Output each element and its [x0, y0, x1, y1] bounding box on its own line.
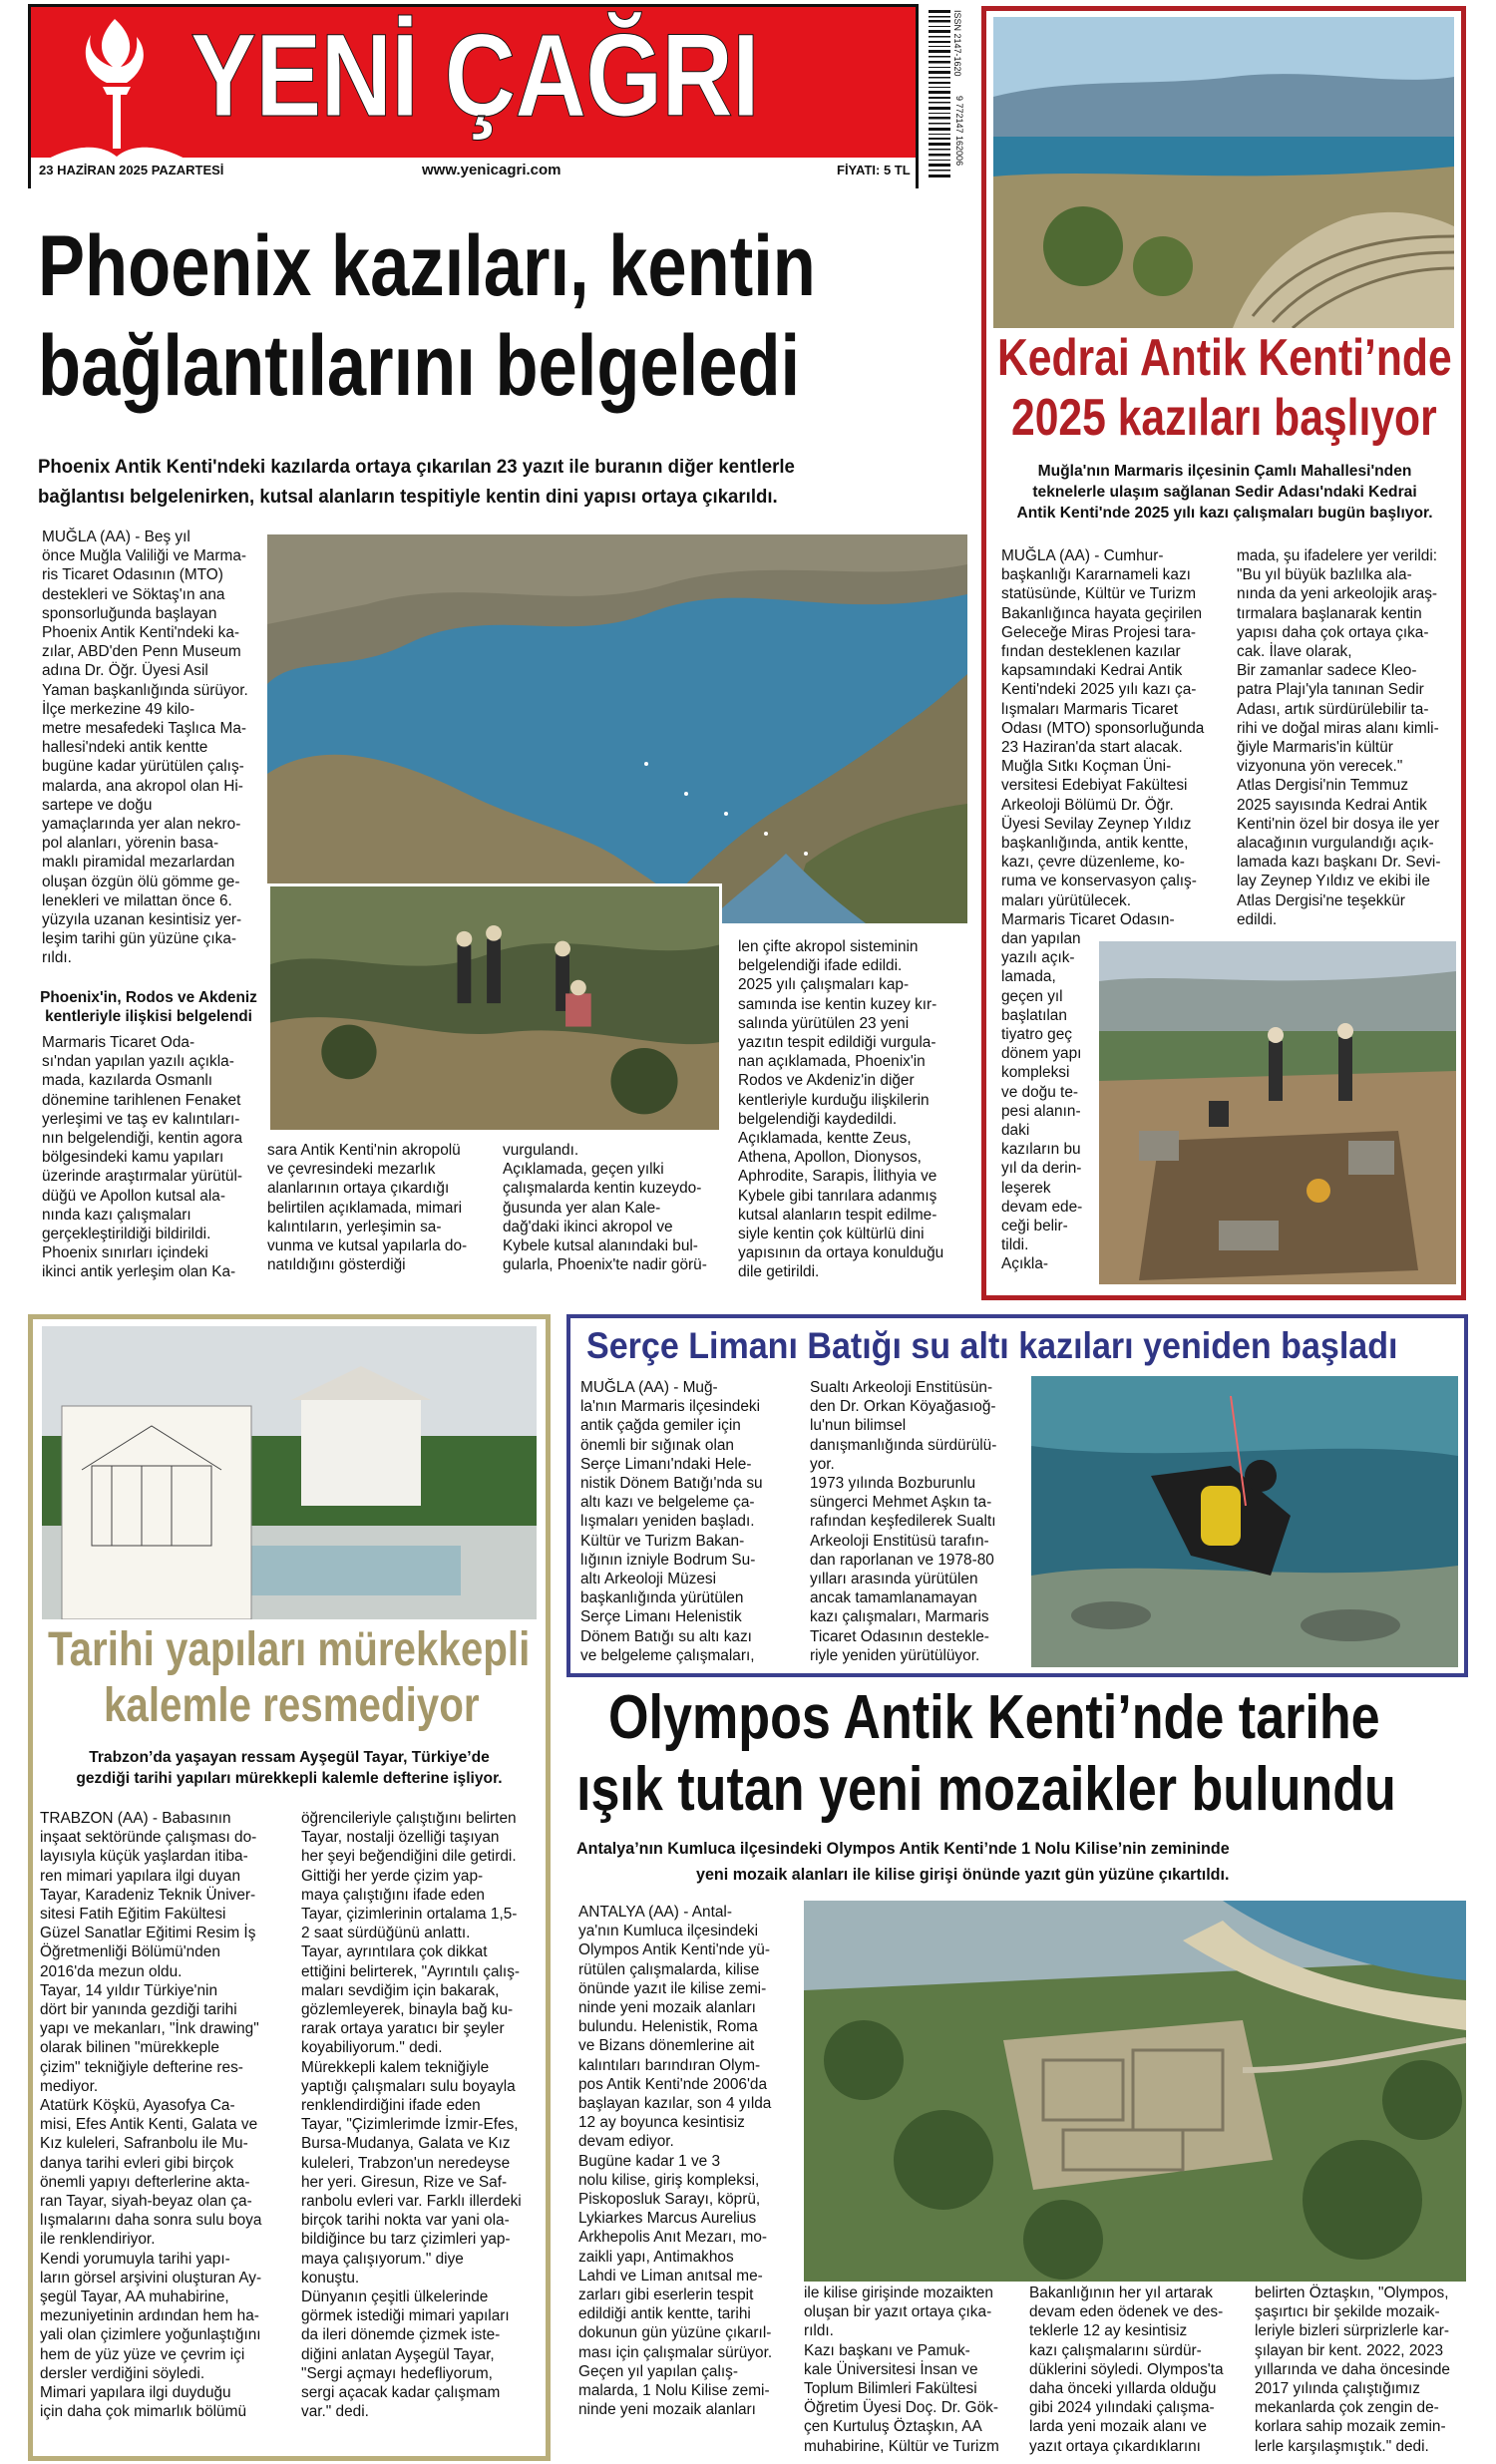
- phoenix-headline-line1: Phoenix kazıları, kentin: [38, 218, 816, 314]
- tarihi-spot: Trabzon’da yaşayan ressam Ayşegül Tayar, Türkiye’de gezdiği tarihi yapıları mürekkepli kalemle defterine işliyor.: [76, 1749, 503, 1787]
- price: FİYATI: 5 TL: [837, 163, 911, 177]
- phoenix-column-1a: MUĞLA (AA) - Beş yıl önce Muğla Valiliği ve Marma- ris Ticaret Odasının (MTO) destekleri ve Söktaş'ın ana sponsorluğunda başlayan Phoenix Antik Kenti'ndeki ka- zılar, ABD'den Penn Museum adına Dr. Öğr. Üyesi Asil Yaman başkanlığında sürüyor. İlçe merkezine 49 kilo- metre mesafedeki Taşlıca Ma- hallesi'ndeki antik kentte bugüne kadar yürütülen çalış- malarda, ana akropol olan Hi- sartepe ve doğu yamaçlarında yer alan nekro- pol alanları, yörenin basa- maklı piramidal mezarlardan oluşan özgün ölü gömme ge- lenekleri ve milattan önce 6. yüzyıla uzanan kesintisiz yer- leşim tarihi gün yüzüne çıka- rıldı.: [42, 528, 248, 967]
- kedrai-theatre-photo: [993, 17, 1454, 328]
- kedrai-column-1a: MUĞLA (AA) - Cumhur- başkanlığı Kararnameli kazı statüsünde, Kültür ve Turizm Bakanlığınca hayata geçirilen Geleceğe Miras Projesi tara- fından desteklenen kazılar kapsamındaki Kedrai Antik Kenti'ndeki 2025 yılı kazı ça- lışmaları Marmaris Ticaret Odası (MTO) sponsorluğunda 23 Haziran'da start alacak. Muğla Sıtkı Koçman Üni- versitesi Edebiyat Fakültesi Arkeoloji Bölümü Dr. Öğr. Üyesi Sevilay Zeynep Yıldız başkanlığında, antik kentte, kazı, çevre düzenleme, ko- ruma ve konservasyon çalış- maları yürütülecek. Marmaris Ticaret Odasın-: [1001, 547, 1205, 927]
- kedrai-spot: Muğla'nın Marmaris ilçesinin Çamlı Mahallesi'nden teknelerle ulaşım sağlanan Sedir Adası'ndaki Kedrai Antik Kenti'nde 2025 yılı kazı çalışmaları bugün başlıyor.: [1016, 463, 1433, 522]
- phoenix-column-3: vurgulandı. Açıklamada, geçen yılki çalışmalarda kentin kuzeydo- ğusunda yer alan Kale- dağ'daki ikinci akropol ve Kybele kutsal alanındaki bul- gularla, Phoenix'te nadir görü-: [503, 1142, 707, 1274]
- phoenix-headline-line2: bağlantılarını belgeledi: [38, 318, 801, 414]
- masthead: [28, 4, 919, 188]
- issue-date: 23 HAZİRAN 2025 PAZARTESİ: [39, 163, 224, 177]
- olympos-headline-line2: ışık tutan yeni mozaikler bulundu: [576, 1755, 1396, 1824]
- issn-label: ISSN 2147-1620: [952, 10, 962, 77]
- barcode: [925, 4, 970, 188]
- phoenix-aerial-photo: [267, 534, 967, 923]
- kedrai-excavation-image: [1099, 941, 1456, 1284]
- kedrai-headline-line2: 2025 kazıları başlıyor: [1011, 389, 1437, 447]
- olympos-column-2: ile kilise girişinde mozaikten oluşan bir yazıt ortaya çıka- rıldı. Kazı başkanı ve Pamuk- kale Üniversitesi İnsan ve Toplum Bilimleri Fakültesi Öğretim Üyesi Doç. Dr. Gök- çen Kurtuluş Öztaşkın, AA muhabirine, Kültür ve Turizm: [804, 2285, 999, 2455]
- kedrai-column-2: mada, şu ifadelere yer verildi: "Bu yıl büyük bazlılka ala- nında da yeni arkeolojik araş- tırmalara başlanarak kentin yapısı daha çok ortaya çıka- cak. İlave olarak, Bir zamanlar sadece Kleo- patra Plajı'yla tanınan Sedir Adası, artık sürdürülebilir ta- rihi ve doğal miras alanı kimli- ğiyle Marmaris'in kültür vizyonuna yön verecek." Atlas Dergisi'nin Temmuz 2025 sayısında Kedrai Antik Kenti'nin özel bir dosya ile yer alacağının vurgulandığı açık- lamada kazı başkanı Dr. Sevi- lay Zeynep Yıldız ve ekibi ile Atlas Dergisi'ne teşekkür edildi.: [1237, 547, 1441, 928]
- olympos-column-4: belirten Öztaşkın, "Olympos, şaşırtıcı bir şekilde mozaik- leriyle bizleri sürprizlerle kar- şılayan bir kent. 2022, 2023 yıllarında ve daha öncesinde 2017 yılında çalıştığımız mekanlarda çok zengin de- korlara sahip mozaik zemin- lerle karşılaşmıştık." dedi.: [1255, 2285, 1450, 2455]
- olympos-aerial-image: [804, 1901, 1466, 2282]
- masthead-title: YENİ ÇAĞRI: [190, 10, 759, 142]
- serce-column-1: MUĞLA (AA) - Muğ- la'nın Marmaris ilçesindeki antik çağda gemiler için önemli bir sığınak olan Serçe Limanı'ndaki Hele- nistik Dönem Batığı'nda su altı kazı ve belgeleme ça- lışmaları yeniden başladı. Kültür ve Turizm Bakan- lığının izniyle Bodrum Su- altı Arkeoloji Müzesi başkanlığında yürütülen Serçe Limanı Helenistik Dönem Batığı su altı kazı ve belgeleme çalışmaları,: [580, 1379, 763, 1664]
- serce-diver-photo: [1031, 1376, 1458, 1667]
- olympos-spot-line2: yeni mozaik alanları ile kilise girişi önünde yazıt gün yüzüne çıkartıldı.: [696, 1865, 1230, 1884]
- tarihi-headline-line2: kalemle resmediyor: [104, 1679, 480, 1732]
- olympos-spot-line1: Antalya’nın Kumluca ilçesindeki Olympos Antik Kenti’nde 1 Nolu Kilise’nin zemininde: [576, 1839, 1230, 1858]
- phoenix-excavation-photo: [267, 883, 722, 1133]
- phoenix-aerial-image: [267, 534, 967, 923]
- tarihi-drawing-photo: [42, 1326, 537, 1619]
- tarihi-column-2: öğrencileriyle çalıştığını belirten Tayar, nostalji özelliği taşıyan her şeyi beğendiğini dile getirdi. Gittiği her yerde çizim yap- maya çalıştığını ifade eden Tayar, çizimlerinin ortalama 1,5- 2 saat sürdüğünü anlattı. Tayar, ayrıntılara çok dikkat ettiğini belirterek, "Ayrıntılı çalış- maları sevdiğim için bakarak, gözlemleyerek, binayla bağ ku- rarak ortaya yaratıcı bir şeyler koyabiliyorum." dedi. Mürekkepli kalem tekniğiyle yaptığı çalışmaları sulu boyayla renklendirdiğini ifade eden Tayar, "Çizimlerimde İzmir-Efes, Bursa-Mudanya, Galata ve Kız kuleleri, Trabzon'un neredeyse her yeri. Giresun, Rize ve Saf- ranbolu evleri var. Farklı illerdeki birçok tarihi nokta var yani ola- bildiğince bu tarz çizimleri yap- maya çalışıyorum." diye konuştu. Dünyanın çeşitli ülkelerinde görmek istediği mimari yapıları da ileri dönemde çizmek iste- diğini anlatan Ayşegül Tayar, "Sergi açmayı hedefliyorum, sergi açacak kadar çalışmam var." dedi.: [301, 1810, 522, 2421]
- serce-column-2: Sualtı Arkeoloji Enstitüsün- den Dr. Orkan Köyağasıoğ- lu'nun bilimsel danışmanlığında sürdürülü- yor. 1973 yılında Bozburunlu süngerci Mehmet Aşkın ta- rafından keşfedilerek Sualtı Arkeoloji Enstitüsü tarafın- dan raporlanan ve 1978-80 yılları arasında yürütülen ancak tamamlanamayan kazı çalışmaları, Marmaris Ticaret Odasının destekle- riyle yeniden yürütülüyor.: [810, 1379, 997, 1664]
- barcode-number: 9 772147 162006: [954, 96, 964, 167]
- kedrai-column-1b: dan yapılan yazılı açık- lamada, geçen yıl başlatılan tiyatro geç dönem yapı kompleksi ve doğu te- pesi alanın- daki kazıların bu yıl da derin- leşerek devam ede- ceği belir- tildi. Açıkla-: [1001, 930, 1083, 1273]
- website-link[interactable]: www.yenicagri.com: [422, 162, 561, 178]
- phoenix-spot-line2: bağlantısı belgelenirken, kutsal alanların tespitiyle kentin dini yapısı ortaya çıkarıldı.: [38, 486, 778, 508]
- phoenix-excavation-image: [270, 886, 719, 1130]
- kedrai-headline-line1: Kedrai Antik Kenti’nde: [997, 329, 1452, 387]
- phoenix-column-1b: Marmaris Ticaret Oda- sı'ndan yapılan yazılı açıkla- mada, kazılarda Osmanlı dönemine tarihlenen Fenaket yerleşimi ve taş ev kalıntıları- nın belgelendiği, kentin agora bölgesindeki kamu yapıları üzerinde araştırmalar yürütül- düğü ve Apollon kutsal ala- nında kazı çalışmaları gerçekleştirildiği bildirildi. Phoenix sınırları içindeki ikinci antik yerleşim olan Ka-: [42, 1034, 243, 1281]
- phoenix-spot-line1: Phoenix Antik Kenti'ndeki kazılarda ortaya çıkarılan 23 yazıt ile buranın diğer kentlerle: [38, 456, 795, 478]
- olympos-headline-line1: Olympos Antik Kenti’nde tarihe: [608, 1683, 1380, 1752]
- tarihi-headline-line1: Tarihi yapıları mürekkepli: [48, 1623, 531, 1676]
- phoenix-column-4: len çifte akropol sisteminin belgelendiği ifade edildi. 2025 yılı çalışmaları kap- samında ise kentin kuzey kır- salında yürütülen 23 yeni yazıtın tespit edildiği vurgula- nan açıklamada, Phoenix'in Rodos ve Akdeniz'in diğer kentleriyle kurduğu ilişkilerin belgelendiği kaydedildi. Açıklamada, kentte Zeus, Athena, Apollon, Dionysos, Aphrodite, Sarapis, İlithyia ve Kybele gibi tanrılara adanmış kutsal alanların tespit edilme- siyle kentin çok kültürlü dini yapısının da ortaya konulduğu dile getirildi.: [738, 938, 944, 1281]
- serce-diver-image: [1031, 1376, 1458, 1667]
- olympos-column-1: ANTALYA (AA) - Antal- ya'nın Kumluca ilçesindeki Olympos Antik Kenti'nde yü- rütülen çalışmalarda, kilise önünde yazıt ile kilise zemi- ninde yeni mozaik alanları bulundu. Helenistik, Roma ve Bizans dönemlerine ait kalıntıları barındıran Olym- pos Antik Kenti'nde 2006'da başlayan kazılar, son 4 yılda 12 ay boyunca kesintisiz devam ediyor. Bugüne kadar 1 ve 3 nolu kilise, giriş kompleksi, Piskoposluk Sarayı, köprü, Lykiarkes Marcus Aurelius Arkhepolis Anıt Mezarı, mo- zaikli yapı, Antimakhos Lahdi ve Liman anıtsal me- zarları gibi eserlerin tespit edildiği antik kentte, tarihi dokunun gün yüzüne çıkarıl- ması için çalışmalar sürüyor. Geçen yıl yapılan çalış- malarda, 1 Nolu Kilise zemi- ninde yeni mozaik alanları: [578, 1904, 773, 2419]
- phoenix-column-2: sara Antik Kenti'nin akropolü ve çevresindeki mezarlık alanlarının ortaya çıkardığı belirtilen açıklamada, mimari kalıntıların, yerleşimin sa- vunma ve kutsal yapılarla do- natıldığını gösterdiği: [267, 1142, 468, 1274]
- kedrai-theatre-image: [993, 17, 1454, 328]
- olympos-column-3: Bakanlığının her yıl artarak devam eden ödenek ve des- teklerle 12 ay kesintisiz kazı çalışmalarını sürdür- düklerini söyledi. Olympos'ta daha önceki yıllarda olduğu gibi 2024 yılındaki çalışma- larda yeni mozaik alanı ve yazıt ortaya çıkardıklarını: [1029, 2285, 1224, 2455]
- tarihi-column-1: TRABZON (AA) - Babasının inşaat sektöründe çalışması do- layısıyla küçük yaşlardan itiba- ren mimari yapılara ilgi duyan Tayar, Karadeniz Teknik Üniver- sitesi Fatih Eğitim Fakültesi Güzel Sanatlar Eğitimi Resim İş Öğretmenliği Bölümü'nden 2016'da mezun oldu. Tayar, 14 yıldır Türkiye'nin dört bir yanında gezdiği tarihi yapı ve mekanları, "İnk drawing" olarak bilinen "mürekkeple çizim" tekniğiyle defterine res- mediyor. Atatürk Köşkü, Ayasofya Ca- misi, Efes Antik Kenti, Galata ve Kız kuleleri, Safranbolu ile Mu- danya tarihi evleri gibi birçok önemli yapıyı defterlerine akta- ran Tayar, siyah-beyaz olan ça- lışmalarını daha sonra sulu boya ile renklendiriyor. Kendi yorumuyla tarihi yapı- ların görsel arşivini oluşturan Ay- şegül Tayar, AA muhabirine, mezuniyetinin ardından hem ha- yali olan çizimlere yoğunlaştığını hem de yüz yüze ve çevrim içi dersler verdiğini söyledi. Mimari yapılara ilgi duyduğu için daha çok mimarlık bölümü: [40, 1810, 262, 2421]
- phoenix-subhead: Phoenix'in, Rodos ve Akdeniz kentleriyle ilişkisi belgelendi: [40, 989, 257, 1025]
- tarihi-drawing-image: [42, 1326, 537, 1619]
- serce-headline: Serçe Limanı Batığı su altı kazıları yeniden başladı: [586, 1325, 1398, 1366]
- olympos-aerial-photo: [804, 1901, 1466, 2282]
- kedrai-excavation-photo: [1099, 941, 1456, 1284]
